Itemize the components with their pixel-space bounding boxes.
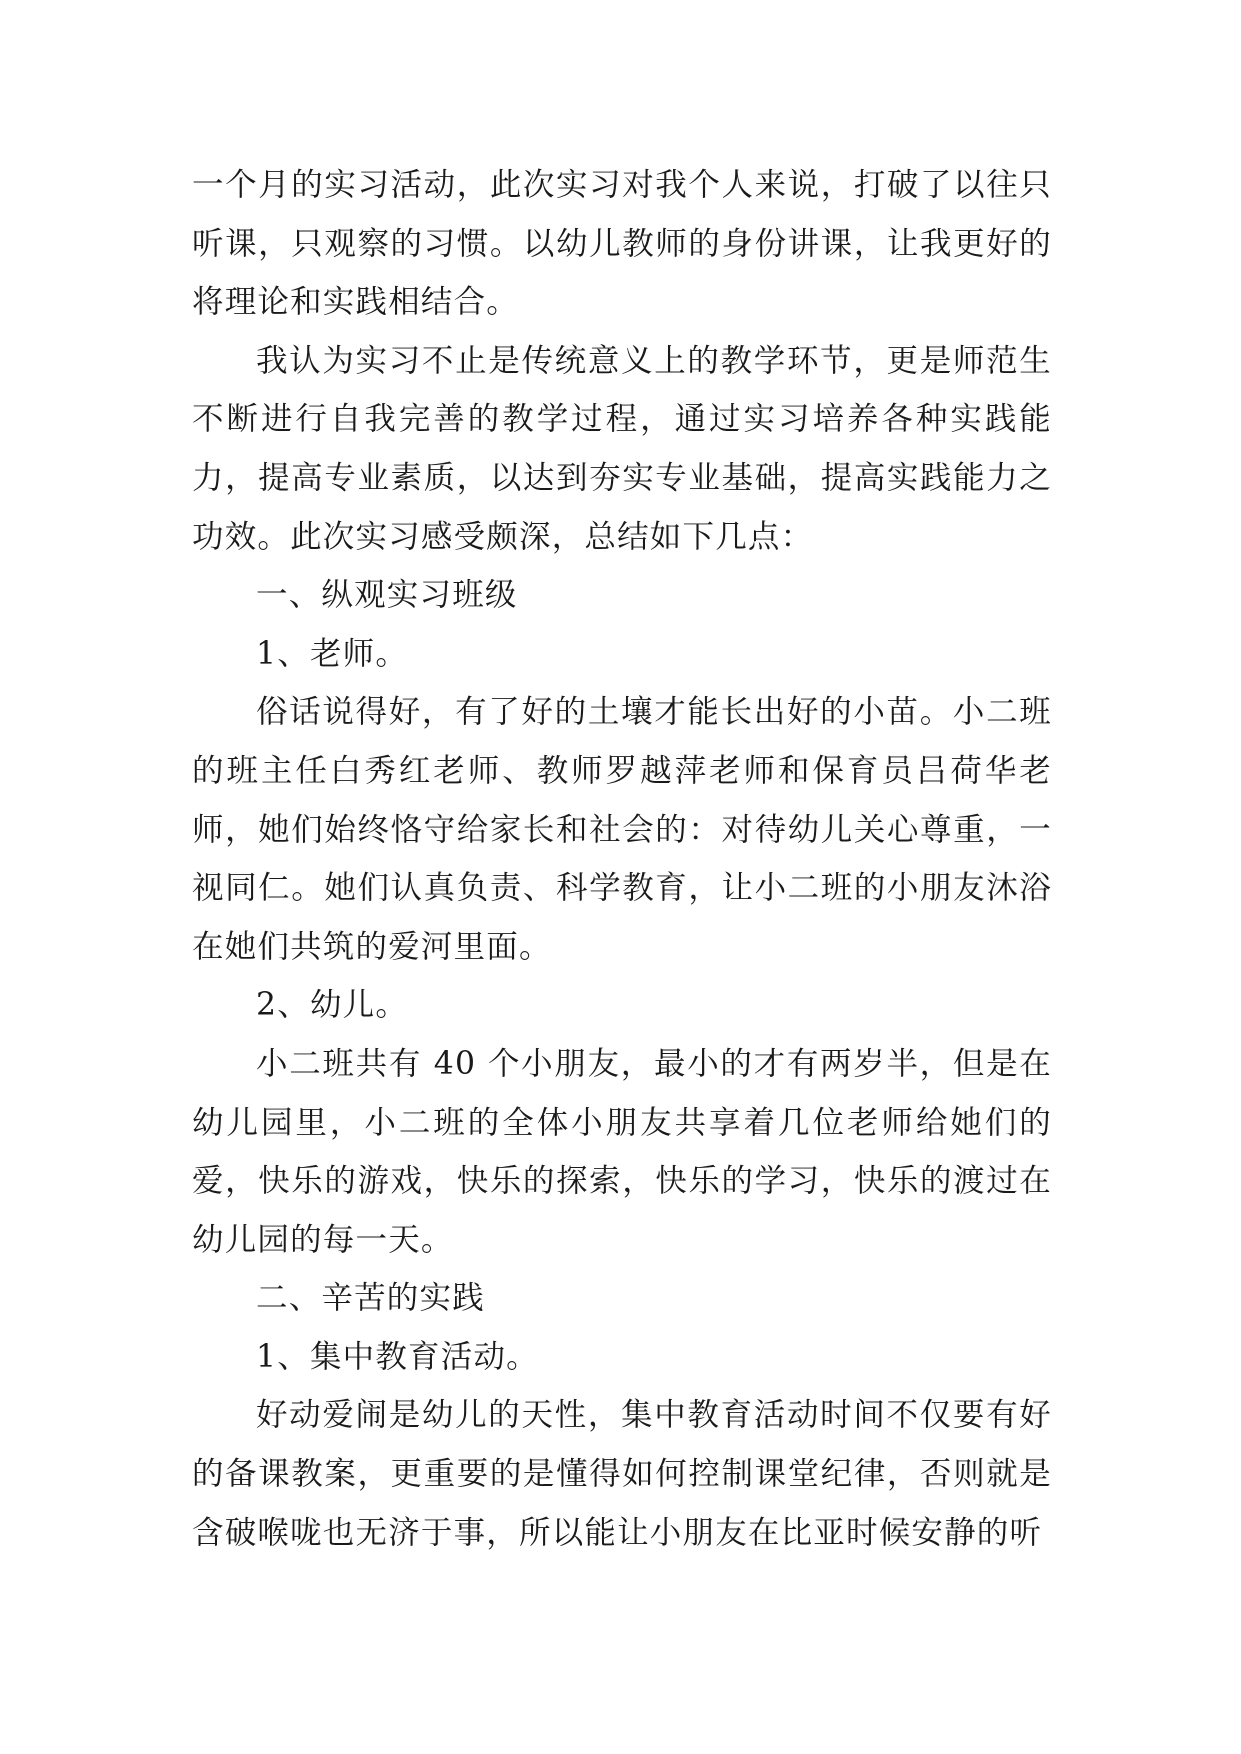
section-heading-1: 一、纵观实习班级: [256, 577, 518, 614]
paragraph-2: 我认为实习不止是传统意义上的教学环节，更是师范生不断进行自我完善的教学过程，通过实习培养各种实践能力，提高专业素质，以达到夯实专业基础，提高实践能力之功效。此次实习感受颇深，总结如下几点：: [192, 342, 1052, 555]
paragraph-1: 一个月的实习活动，此次实习对我个人来说，打破了以往只听课，只观察的习惯。以幼儿教师的身份讲课，让我更好的将理论和实践相结合。: [192, 167, 1052, 321]
paragraph-teachers: 俗话说得好，有了好的土壤才能长出好的小苗。小二班的班主任白秀红老师、教师罗越萍老师和保育员吕荷华老师，她们始终恪守给家长和社会的：对待幼儿关心尊重，一视同仁。她们认真负责、科学教育，让小二班的小朋友沐浴在她们共筑的爱河里面。: [192, 694, 1052, 965]
subheading-teachers: 1、老师。: [256, 635, 409, 672]
paragraph-children: 小二班共有 40 个小朋友，最小的才有两岁半，但是在幼儿园里，小二班的全体小朋友共享着几位老师给她们的爱，快乐的游戏，快乐的探索，快乐的学习，快乐的渡过在幼儿园的每一天。: [192, 1045, 1052, 1258]
subheading-activities: 1、集中教育活动。: [256, 1338, 539, 1375]
paragraph-activities: 好动爱闹是幼儿的天性，集中教育活动时间不仅要有好的备课教案，更重要的是懂得如何控制课堂纪律，否则就是含破喉咙也无济于事，所以能让小朋友在比亚时候安静的听: [192, 1397, 1052, 1551]
section-heading-2: 二、辛苦的实践: [256, 1280, 485, 1317]
document-body: [192, 156, 1052, 1562]
subheading-children: 2、幼儿。: [256, 987, 409, 1024]
